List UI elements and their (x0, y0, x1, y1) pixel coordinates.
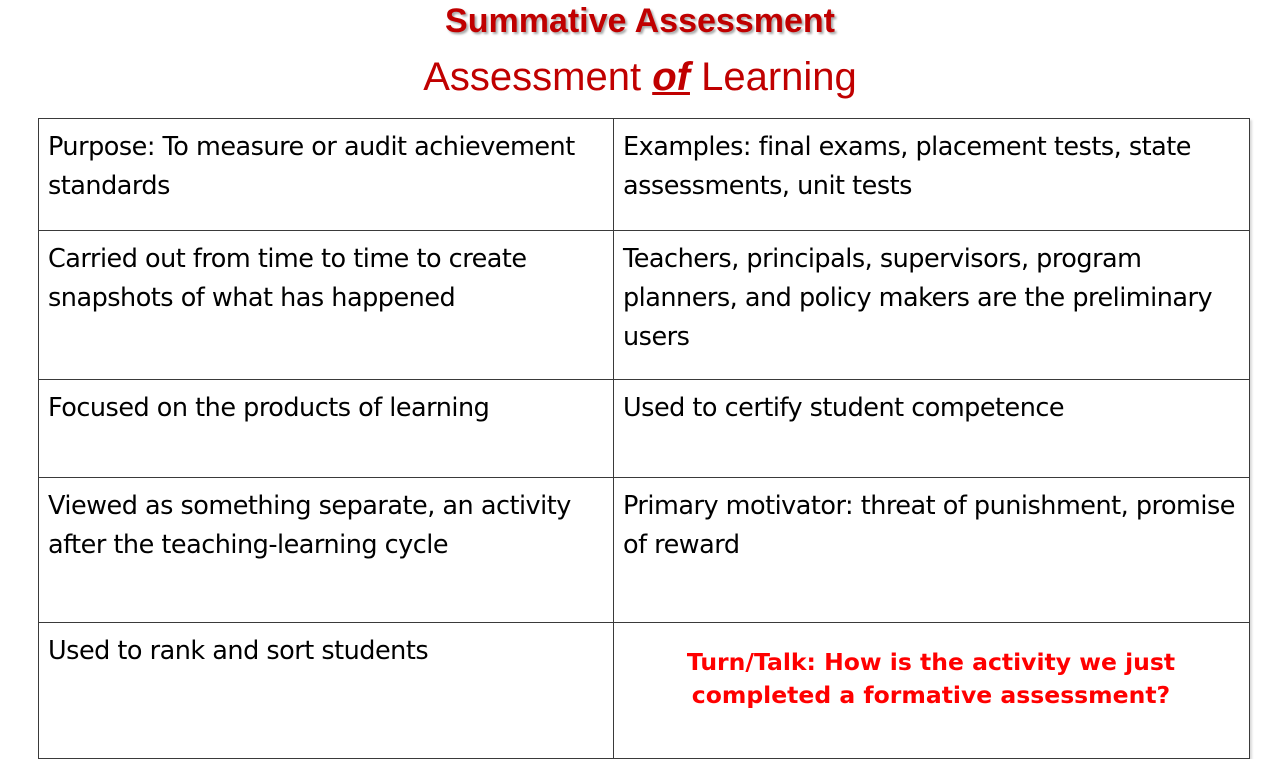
table-cell-right: Teachers, principals, supervisors, program planners, and policy makers are the preliminary users (614, 231, 1250, 380)
table-cell-left: Used to rank and sort students (39, 623, 614, 759)
summative-characteristics-table (38, 118, 1250, 759)
table-row (39, 380, 1250, 478)
slide-subtitle (0, 52, 1280, 102)
subtitle-emphasis: of (652, 55, 690, 99)
slide-title: Summative Assessment (445, 2, 835, 40)
subtitle-prefix: Assessment (423, 55, 653, 99)
table-cell-right: Used to certify student competence (614, 380, 1250, 478)
turn-talk-prompt: Turn/Talk: How is the activity we just completed a formative assessment? (614, 623, 1250, 759)
table-cell-left: Focused on the products of learning (39, 380, 614, 478)
table-row (39, 623, 1250, 759)
table-row (39, 478, 1250, 623)
table-cell-right: Examples: final exams, placement tests, state assessments, unit tests (614, 119, 1250, 231)
table-cell-right: Primary motivator: threat of punishment, promise of reward (614, 478, 1250, 623)
table-row (39, 231, 1250, 380)
table-row (39, 119, 1250, 231)
table-cell-left: Purpose: To measure or audit achievement standards (39, 119, 614, 231)
table-cell-left: Viewed as something separate, an activity after the teaching-learning cycle (39, 478, 614, 623)
subtitle-suffix: Learning (689, 55, 857, 99)
table-cell-left: Carried out from time to time to create snapshots of what has happened (39, 231, 614, 380)
